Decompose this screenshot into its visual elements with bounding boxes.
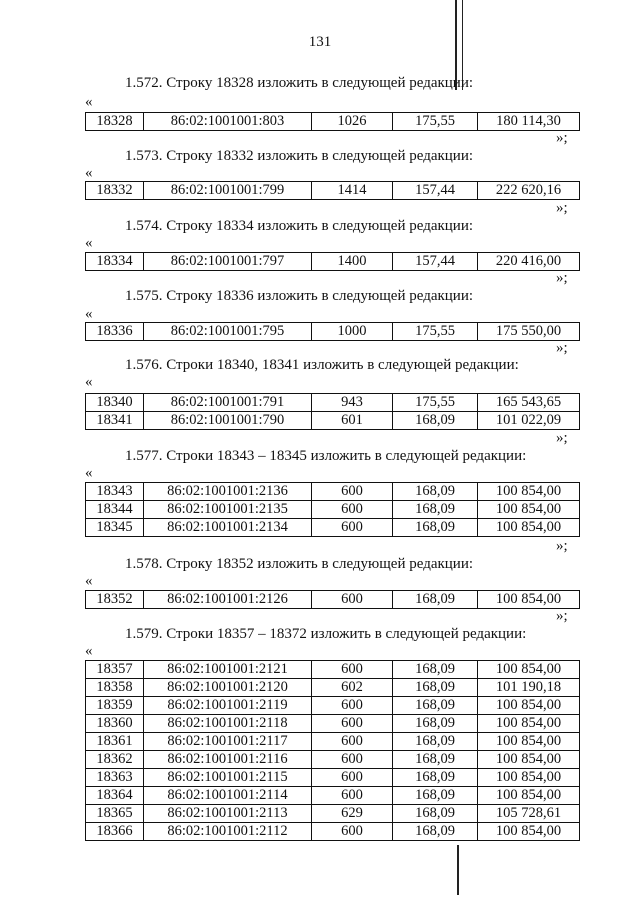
table-cell: 86:02:1001001:2116 xyxy=(144,751,312,769)
table-cell: 168,09 xyxy=(393,661,478,679)
table-cell: 18363 xyxy=(86,769,144,787)
table-cell: 168,09 xyxy=(393,805,478,823)
table-cell: 18352 xyxy=(86,591,144,609)
table-cell: 100 854,00 xyxy=(478,715,580,733)
table-cell: 168,09 xyxy=(393,733,478,751)
section-heading: 1.576. Строки 18340, 18341 изложить в следующей редакции: xyxy=(125,357,519,373)
table-row xyxy=(86,697,580,715)
table-cell: 18361 xyxy=(86,733,144,751)
table-cell: 168,09 xyxy=(393,483,478,501)
table-cell: 600 xyxy=(312,823,393,841)
table-cell: 100 854,00 xyxy=(478,661,580,679)
table-row xyxy=(86,501,580,519)
table-cell: 100 854,00 xyxy=(478,501,580,519)
table-cell: 600 xyxy=(312,715,393,733)
table-cell: 1026 xyxy=(312,113,393,131)
table-cell: 18345 xyxy=(86,519,144,537)
table-cell: 86:02:1001001:2119 xyxy=(144,697,312,715)
table-cell: 168,09 xyxy=(393,591,478,609)
close-quote: »; xyxy=(556,270,568,286)
table-cell: 600 xyxy=(312,501,393,519)
table-cell: 18359 xyxy=(86,697,144,715)
table-cell: 86:02:1001001:2113 xyxy=(144,805,312,823)
close-quote: »; xyxy=(556,538,568,554)
table-cell: 600 xyxy=(312,769,393,787)
table-cell: 100 854,00 xyxy=(478,787,580,805)
table-cell: 175 550,00 xyxy=(478,323,580,341)
table-cell: 943 xyxy=(312,394,393,412)
table-row xyxy=(86,591,580,609)
table-cell: 86:02:1001001:2118 xyxy=(144,715,312,733)
table-cell: 100 854,00 xyxy=(478,733,580,751)
table-cell: 1000 xyxy=(312,323,393,341)
open-quote: « xyxy=(85,465,93,481)
section-heading: 1.575. Строку 18336 изложить в следующей редакции: xyxy=(125,288,474,304)
table-cell: 180 114,30 xyxy=(478,113,580,131)
table-cell: 600 xyxy=(312,787,393,805)
table-cell: 175,55 xyxy=(393,323,478,341)
table-cell: 602 xyxy=(312,679,393,697)
table-cell: 175,55 xyxy=(393,113,478,131)
table-cell: 86:02:1001001:2126 xyxy=(144,591,312,609)
close-quote: »; xyxy=(556,340,568,356)
table-cell: 86:02:1001001:2121 xyxy=(144,661,312,679)
table-row xyxy=(86,253,580,271)
table-cell: 18364 xyxy=(86,787,144,805)
table-row xyxy=(86,182,580,200)
table-cell: 18360 xyxy=(86,715,144,733)
close-quote: »; xyxy=(556,430,568,446)
table-cell: 105 728,61 xyxy=(478,805,580,823)
table-cell: 101 022,09 xyxy=(478,412,580,430)
table-cell: 629 xyxy=(312,805,393,823)
table-cell: 600 xyxy=(312,661,393,679)
table-cell: 100 854,00 xyxy=(478,769,580,787)
open-quote: « xyxy=(85,94,93,110)
table-cell: 220 416,00 xyxy=(478,253,580,271)
table-cell: 86:02:1001001:803 xyxy=(144,113,312,131)
table-row xyxy=(86,394,580,412)
table-cell: 100 854,00 xyxy=(478,697,580,715)
table-cell: 86:02:1001001:797 xyxy=(144,253,312,271)
open-quote: « xyxy=(85,235,93,251)
table-cell: 18341 xyxy=(86,412,144,430)
data-table xyxy=(85,252,580,271)
table-cell: 168,09 xyxy=(393,501,478,519)
table-cell: 100 854,00 xyxy=(478,591,580,609)
table-row xyxy=(86,661,580,679)
data-table xyxy=(85,393,580,430)
table-cell: 168,09 xyxy=(393,412,478,430)
table-cell: 100 854,00 xyxy=(478,519,580,537)
table-cell: 222 620,16 xyxy=(478,182,580,200)
data-table xyxy=(85,181,580,200)
table-cell: 1414 xyxy=(312,182,393,200)
table-row xyxy=(86,519,580,537)
table-row xyxy=(86,769,580,787)
table-cell: 18340 xyxy=(86,394,144,412)
table-cell: 600 xyxy=(312,751,393,769)
close-quote: »; xyxy=(556,200,568,216)
table-row xyxy=(86,113,580,131)
page-number: 131 xyxy=(308,34,332,50)
table-cell: 100 854,00 xyxy=(478,483,580,501)
table-cell: 18366 xyxy=(86,823,144,841)
table-cell: 600 xyxy=(312,591,393,609)
section-heading: 1.573. Строку 18332 изложить в следующей редакции: xyxy=(125,148,474,164)
table-cell: 157,44 xyxy=(393,253,478,271)
table-cell: 168,09 xyxy=(393,823,478,841)
table-row xyxy=(86,787,580,805)
table-cell: 18362 xyxy=(86,751,144,769)
table-cell: 86:02:1001001:2135 xyxy=(144,501,312,519)
open-quote: « xyxy=(85,643,93,659)
table-cell: 86:02:1001001:790 xyxy=(144,412,312,430)
table-cell: 601 xyxy=(312,412,393,430)
table-cell: 168,09 xyxy=(393,769,478,787)
table-row xyxy=(86,751,580,769)
table-cell: 86:02:1001001:2115 xyxy=(144,769,312,787)
table-cell: 168,09 xyxy=(393,715,478,733)
table-row xyxy=(86,412,580,430)
table-cell: 86:02:1001001:2120 xyxy=(144,679,312,697)
data-table xyxy=(85,322,580,341)
section-heading: 1.572. Строку 18328 изложить в следующей редакции: xyxy=(125,75,474,91)
open-quote: « xyxy=(85,374,93,390)
table-cell: 100 854,00 xyxy=(478,751,580,769)
data-table xyxy=(85,660,580,841)
table-cell: 600 xyxy=(312,733,393,751)
table-cell: 86:02:1001001:2134 xyxy=(144,519,312,537)
table-cell: 100 854,00 xyxy=(478,823,580,841)
table-cell: 18332 xyxy=(86,182,144,200)
open-quote: « xyxy=(85,306,93,322)
section-heading: 1.574. Строку 18334 изложить в следующей редакции: xyxy=(125,218,474,234)
close-quote: »; xyxy=(556,130,568,146)
table-cell: 101 190,18 xyxy=(478,679,580,697)
table-row xyxy=(86,805,580,823)
table-row xyxy=(86,715,580,733)
table-cell: 86:02:1001001:2136 xyxy=(144,483,312,501)
table-cell: 86:02:1001001:2117 xyxy=(144,733,312,751)
table-cell: 18358 xyxy=(86,679,144,697)
table-cell: 168,09 xyxy=(393,679,478,697)
section-heading: 1.579. Строки 18357 – 18372 изложить в следующей редакции: xyxy=(125,626,527,642)
table-cell: 600 xyxy=(312,519,393,537)
table-row xyxy=(86,733,580,751)
table-cell: 18334 xyxy=(86,253,144,271)
close-quote: »; xyxy=(556,608,568,624)
section-heading: 1.577. Строки 18343 – 18345 изложить в следующей редакции: xyxy=(125,448,527,464)
table-cell: 86:02:1001001:795 xyxy=(144,323,312,341)
table-cell: 86:02:1001001:791 xyxy=(144,394,312,412)
table-cell: 157,44 xyxy=(393,182,478,200)
table-row xyxy=(86,823,580,841)
table-cell: 600 xyxy=(312,483,393,501)
table-row xyxy=(86,323,580,341)
table-cell: 18344 xyxy=(86,501,144,519)
table-cell: 168,09 xyxy=(393,787,478,805)
section-heading: 1.578. Строку 18352 изложить в следующей редакции: xyxy=(125,556,474,572)
table-cell: 18328 xyxy=(86,113,144,131)
table-row xyxy=(86,483,580,501)
table-cell: 86:02:1001001:2112 xyxy=(144,823,312,841)
data-table xyxy=(85,590,580,609)
table-cell: 18336 xyxy=(86,323,144,341)
table-cell: 86:02:1001001:2114 xyxy=(144,787,312,805)
table-cell: 168,09 xyxy=(393,519,478,537)
table-cell: 168,09 xyxy=(393,751,478,769)
table-row xyxy=(86,679,580,697)
scan-artifact-line xyxy=(457,845,459,895)
table-cell: 18365 xyxy=(86,805,144,823)
table-cell: 175,55 xyxy=(393,394,478,412)
table-cell: 18357 xyxy=(86,661,144,679)
data-table xyxy=(85,112,580,131)
table-cell: 168,09 xyxy=(393,697,478,715)
table-cell: 18343 xyxy=(86,483,144,501)
data-table xyxy=(85,482,580,537)
table-cell: 165 543,65 xyxy=(478,394,580,412)
open-quote: « xyxy=(85,573,93,589)
table-cell: 86:02:1001001:799 xyxy=(144,182,312,200)
table-cell: 600 xyxy=(312,697,393,715)
open-quote: « xyxy=(85,165,93,181)
table-cell: 1400 xyxy=(312,253,393,271)
